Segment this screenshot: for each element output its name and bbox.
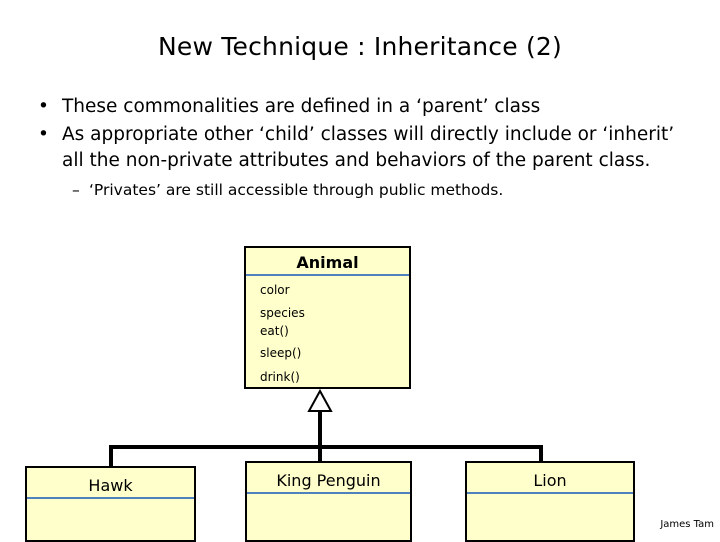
bullet-dot: • (38, 124, 49, 145)
bullet-text: As appropriate other ‘child’ classes will directly include or ‘inherit’ all the non-private attributes and behaviors of the parent class. (62, 124, 675, 171)
inheritance-arrow-icon (309, 391, 331, 411)
member-species: species (260, 306, 305, 320)
bullet-dot: • (38, 96, 49, 117)
member-color: color (260, 283, 290, 297)
bullet-text: These commonalities are defined in a ‘parent’ class (62, 96, 541, 117)
class-box-king-penguin[interactable] (245, 461, 412, 542)
class-box-animal[interactable] (244, 246, 411, 389)
class-box-hawk[interactable] (25, 466, 196, 542)
slide-title: New Technique : Inheritance (2) (158, 32, 562, 61)
footer-author: James Tam (660, 519, 714, 530)
class-box-lion[interactable] (465, 461, 635, 542)
class-name-animal: Animal (296, 253, 359, 272)
class-name-lion: Lion (533, 471, 567, 490)
member-drink: drink() (260, 370, 300, 384)
class-name-hawk: Hawk (88, 476, 133, 495)
member-eat: eat() (260, 324, 289, 338)
sub-bullet-dash: – (72, 181, 80, 199)
member-sleep: sleep() (260, 346, 302, 360)
sub-bullet-text: ‘Privates’ are still accessible through public methods. (89, 181, 504, 199)
class-name-king-penguin: King Penguin (276, 471, 381, 490)
